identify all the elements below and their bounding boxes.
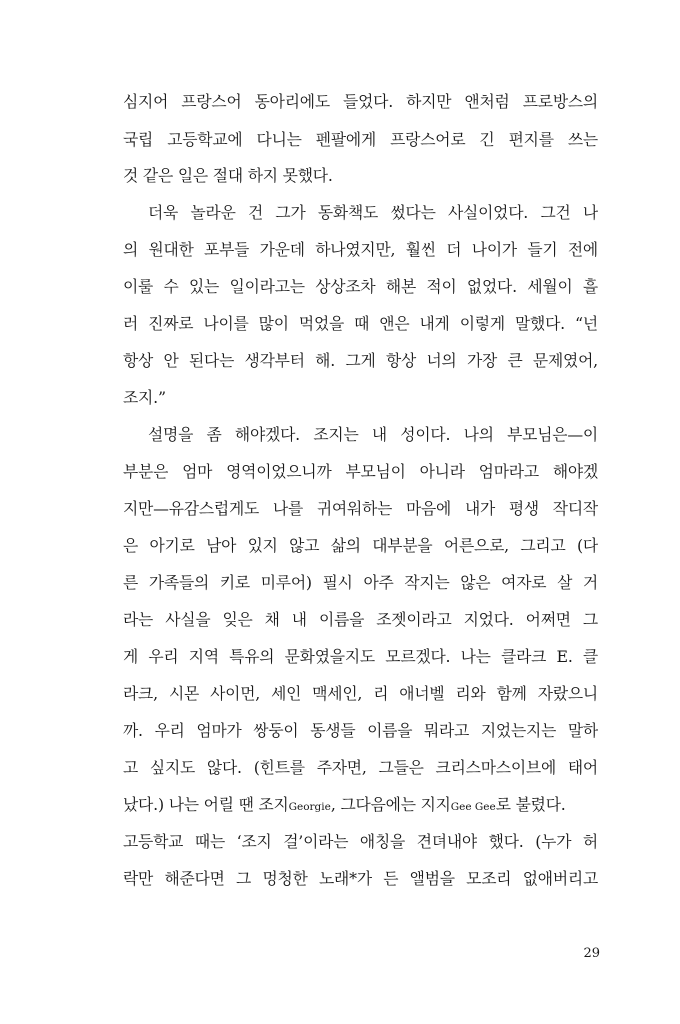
body-line: 은 아기로 남아 있지 않고 삶의 대부분을 어른으로, 그리고 (다 xyxy=(123,536,598,555)
body-line: 부분은 엄마 영역이었으니까 부모님이 아니라 엄마라고 해야겠 xyxy=(123,462,598,481)
body-line: 른 가족들의 키로 미루어) 필시 아주 작지는 않은 여자로 살 거 xyxy=(123,573,598,592)
body-line: 이룰 수 있는 일이라고는 상상조차 해본 적이 없었다. 세월이 흘 xyxy=(123,277,598,296)
body-line: 지만—유감스럽게도 나를 귀여워하는 마음에 내가 평생 작디작 xyxy=(123,499,598,518)
body-line: 게 우리 지역 특유의 문화였을지도 모르겠다. 나는 클라크 E. 클 xyxy=(123,647,598,666)
nickname-gee-gee: Gee Gee xyxy=(450,801,496,813)
body-line: 의 원대한 포부들 가운데 하나였지만, 훨씬 더 나이가 들기 전에 xyxy=(123,240,598,259)
body-line: 락만 해준다면 그 멍청한 노래*가 든 앨범을 모조리 없애버리고 xyxy=(123,869,598,888)
body-line: 라크, 시몬 사이먼, 세인 맥세인, 리 애너벨 리와 함께 자랐으니 xyxy=(123,684,598,703)
line-segment: , 그다음에는 지지 xyxy=(330,795,451,814)
body-line: 국립 고등학교에 다니는 펜팔에게 프랑스어로 긴 편지를 쓰는 xyxy=(123,130,598,149)
body-line: 까. 우리 엄마가 쌍둥이 동생들 이름을 뭐라고 지었는지는 말하 xyxy=(123,721,598,740)
body-line: 항상 안 된다는 생각부터 해. 그게 항상 너의 가장 큰 문제였어, xyxy=(123,351,598,370)
body-line: 것 같은 일은 절대 하지 못했다. xyxy=(123,166,333,185)
line-segment: 났다.) 나는 어릴 땐 조지 xyxy=(123,795,289,814)
page-number: 29 xyxy=(583,946,600,961)
nickname-georgie: Georgie xyxy=(288,801,331,813)
line-segment: 로 불렸다. xyxy=(495,795,566,814)
body-line: 고등학교 때는 ‘조지 걸’이라는 애칭을 견뎌내야 했다. (누가 허 xyxy=(123,832,598,851)
body-line: 심지어 프랑스어 동아리에도 들었다. 하지만 앤처럼 프로방스의 xyxy=(123,92,598,111)
body-line: 조지.” xyxy=(123,388,166,407)
body-line: 라는 사실을 잊은 채 내 이름을 조젯이라고 지었다. 어쩌면 그 xyxy=(123,610,598,629)
body-line: 러 진짜로 나이를 많이 먹었을 때 앤은 내게 이렇게 말했다. “넌 xyxy=(123,314,598,333)
body-line: 고 싶지도 않다. (힌트를 주자면, 그들은 크리스마스이브에 태어 xyxy=(123,758,598,777)
paragraph-first-line: 설명을 좀 해야겠다. 조지는 내 성이다. 나의 부모님은—이 xyxy=(148,425,598,444)
paragraph-first-line: 더욱 놀라운 건 그가 동화책도 썼다는 사실이었다. 그건 나 xyxy=(148,203,598,222)
body-line-with-nicknames xyxy=(123,795,598,817)
